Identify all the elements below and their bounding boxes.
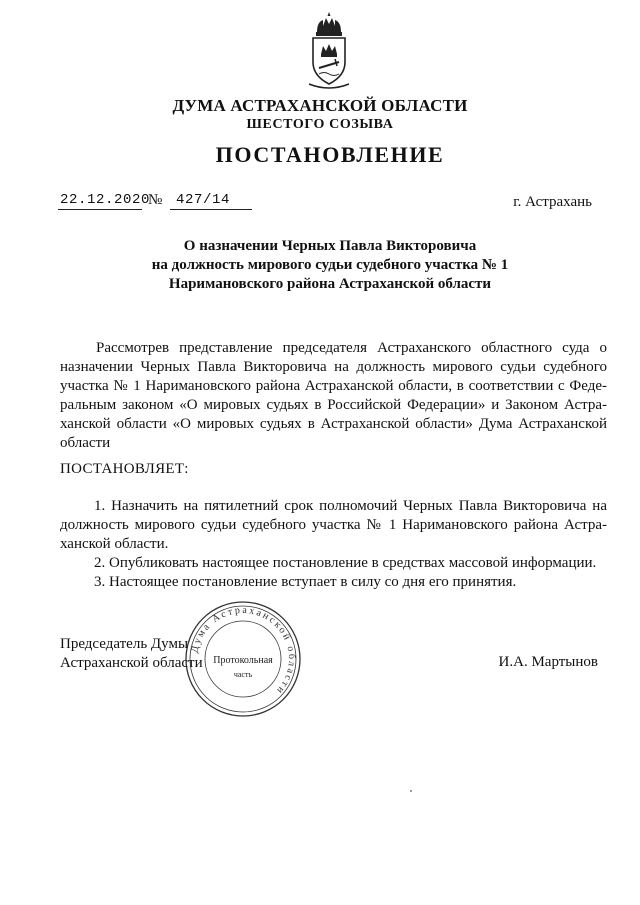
convocation-title: ШЕСТОГО СОЗЫВА — [246, 117, 394, 132]
date-underline — [58, 209, 142, 210]
signatory-position-line-2: Астраханской области — [60, 655, 203, 671]
number-sign: № — [148, 192, 163, 208]
scan-speck — [410, 790, 412, 792]
seal-center-line-2: часть — [233, 670, 253, 679]
number-underline — [170, 209, 252, 210]
decree-heading: ПОСТАНОВЛЯЕТ: — [60, 461, 189, 477]
subject-line-3: Наримановского района Астраханской области — [168, 276, 492, 292]
document-date: 22.12.2020 — [60, 192, 151, 208]
decree-item-1: 1. Назначить на пятилетний срок полномочий Черных Павла Викторовича на должность мирового судьи судебного участка № 1 Наримановского района Астраханской области. — [60, 498, 607, 552]
preamble-block — [60, 339, 607, 453]
coat-of-arms-icon — [299, 10, 359, 90]
signatory-position — [60, 635, 203, 673]
signatory-position-line-1: Председатель Думы — [60, 636, 189, 652]
subject-line-1: О назначении Черных Павла Викторовича — [183, 238, 477, 254]
document-city: г. Астрахань — [513, 194, 592, 210]
preamble-text: Рассмотрев представление председателя Астраханского областного суда о назначении Черных Павла Викторовича на должность мирового судьи судебного участка № 1 Наримановского района Астраханской области, в соответствии с Федеральным законом «О мировых судьях в Российской Федерации» и Законом Астраханской области «О мировых судьях в Астраханской области» Дума Астраханской области — [60, 340, 607, 451]
decree-items — [60, 497, 607, 592]
organization-title: ДУМА АСТРАХАНСКОЙ ОБЛАСТИ — [172, 96, 468, 115]
decree-item-3: 3. Настоящее постановление вступает в силу со дня его принятия. — [94, 574, 517, 590]
document-number: 427/14 — [176, 192, 231, 208]
signatory-name: И.А. Мартынов — [498, 654, 598, 670]
seal-ring-text: Дума Астраханской области — [189, 604, 298, 698]
document-subject — [0, 237, 640, 294]
subject-line-2: на должность мирового судьи судебного участка № 1 — [151, 257, 509, 273]
decree-item-2: 2. Опубликовать настоящее постановление в средствах массовой информации. — [94, 555, 597, 571]
seal-center-line-1: Протокольная — [213, 655, 273, 666]
document-type-title: ПОСТАНОВЛЕНИЕ — [215, 142, 445, 167]
